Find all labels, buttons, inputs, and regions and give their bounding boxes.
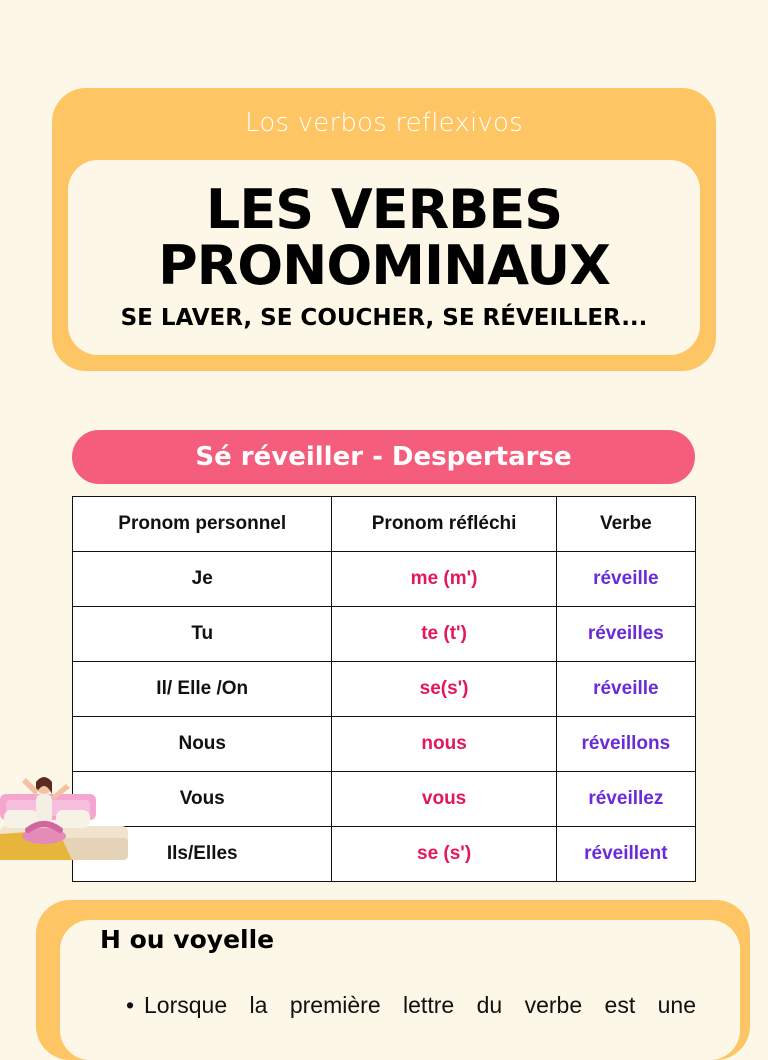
table-header-row — [73, 497, 696, 552]
cell-reflechi: vous — [332, 772, 556, 827]
h-section-title: H ou voyelle — [100, 925, 275, 954]
cell-pronom: Il/ Elle /On — [73, 662, 332, 717]
header-pronom-reflechi: Pronom réfléchi — [332, 497, 556, 552]
header-subtitle: Los verbos reflexivos — [245, 108, 523, 138]
cell-pronom: Ils/Elles — [73, 827, 332, 882]
page-title-line-2: PRONOMINAUX — [158, 234, 610, 297]
bullet-dot-icon: • — [126, 992, 135, 1018]
cell-verbe: réveille — [556, 552, 695, 607]
cell-pronom: Tu — [73, 607, 332, 662]
conjugation-table — [72, 496, 696, 882]
table-row — [73, 772, 696, 827]
cell-reflechi: se(s') — [332, 662, 556, 717]
verb-banner: Sé réveiller - Despertarse — [72, 430, 695, 484]
cell-pronom: Vous — [73, 772, 332, 827]
page-title — [0, 178, 768, 297]
cell-reflechi: se (s') — [332, 827, 556, 882]
cell-verbe: réveillent — [556, 827, 695, 882]
cell-verbe: réveille — [556, 662, 695, 717]
table-row — [73, 662, 696, 717]
table-row — [73, 552, 696, 607]
cell-verbe: réveillons — [556, 717, 695, 772]
woman-stretching-on-bed-illustration — [0, 768, 132, 864]
cell-verbe: réveilles — [556, 607, 695, 662]
cell-pronom: Je — [73, 552, 332, 607]
table-row — [73, 607, 696, 662]
cell-pronom: Nous — [73, 717, 332, 772]
cell-reflechi: nous — [332, 717, 556, 772]
header-verbe: Verbe — [556, 497, 695, 552]
page-title-line-1: LES VERBES — [205, 178, 563, 241]
cell-reflechi: me (m') — [332, 552, 556, 607]
header-pronom-personnel: Pronom personnel — [73, 497, 332, 552]
examples-subtitle: SE LAVER, SE COUCHER, SE RÉVEILLER... — [120, 305, 648, 331]
h-section-bullet-text: Lorsque la première lettre du verbe est une — [144, 992, 696, 1018]
h-section-bullet — [124, 992, 696, 1019]
cell-reflechi: te (t') — [332, 607, 556, 662]
table-row — [73, 717, 696, 772]
table-row — [73, 827, 696, 882]
cell-verbe: réveillez — [556, 772, 695, 827]
